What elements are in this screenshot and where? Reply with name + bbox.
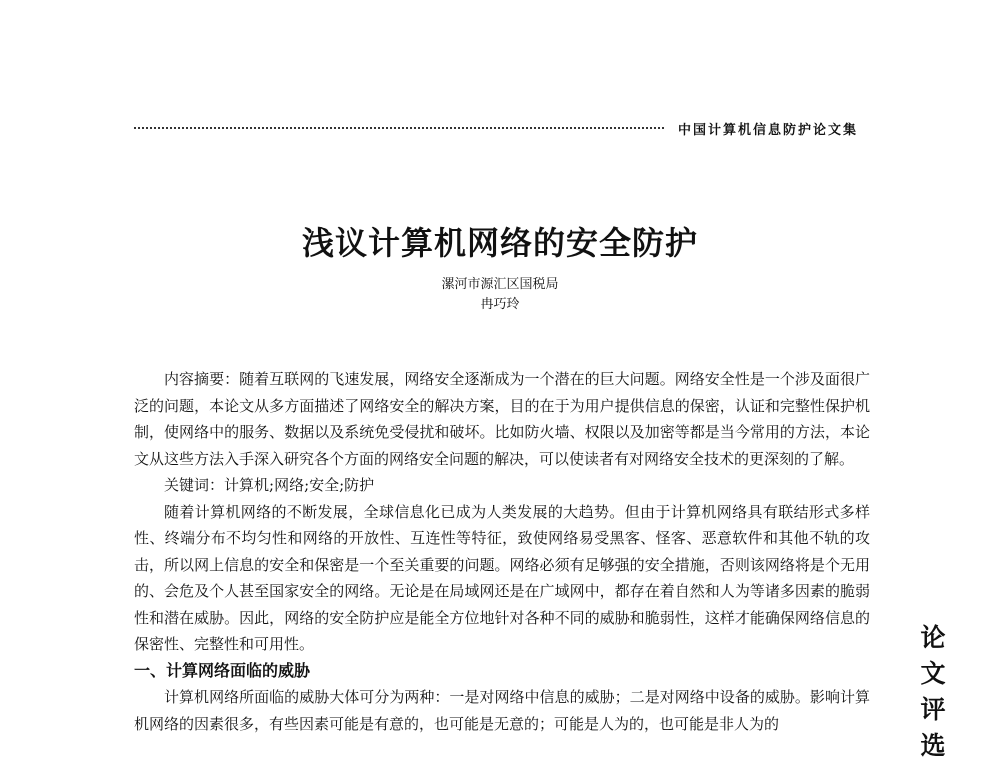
side-label-char: 论 [920,623,946,652]
keywords-text: 计算机;网络;安全;防护 [224,476,375,494]
abstract-label: 内容摘要： [164,370,240,388]
abstract-text: 随着互联网的飞速发展，网络安全逐渐成为一个潜在的巨大问题。网络安全性是一个涉及面很广泛的问题，本论文从多方面描述了网络安全的解决方案，目的在于为用户提供信息的保密，认证和完整性保护机制，使网络中的服务、数据以及系统免受侵扰和破坏。比如防火墙、权限以及加密等都是当今常用的方法，本论文从这些方法入手深入研究各个方面的网络安全问题的解决，可以使读者有对网络安全技术的更深刻的了解。 [134,370,870,468]
header-dotted-rule [134,127,664,129]
running-header-text: 中国计算机信息防护论文集 [677,122,858,138]
paper-title: 浅议计算机网络的安全防护 [301,224,698,262]
section-heading: 一、计算网络面临的威胁 [134,660,311,680]
keywords-line [134,472,870,499]
side-label [916,620,950,760]
abstract-paragraph [134,366,870,472]
section-paragraph: 计算机网络所面临的威胁大体可分为两种：一是对网络中信息的威胁；二是对网络中设备的威胁。影响计算机网络的因素很多，有些因素可能是有意的，也可能是无意的；可能是人为的，也可能是非人为的 [134,688,870,733]
keywords-label: 关键词： [164,476,225,494]
paper-body [134,366,870,737]
intro-paragraph: 随着计算机网络的不断发展，全球信息化已成为人类发展的大趋势。但由于计算机网络具有联结形式多样性、终端分布不均匀性和网络的开放性、互连性等特征，致使网络易受黑客、怪客、恶意软件和其他不轨的攻击，所以网上信息的安全和保密是一个至关重要的问题。网络必须有足够强的安全措施，否则该网络将是个无用的、会危及个人甚至国家安全的网络。无论是在局域网还是在广域网中，都存在着自然和人为等诸多因素的脆弱性和潜在威胁。因此，网络的安全防护应是能全方位地针对各种不同的威胁和脆弱性，这样才能确保网络信息的保密性、完整性和可用性。 [134,502,870,653]
side-label-char: 文 [920,659,946,688]
author-affiliation: 漯河市源汇区国税局 [441,277,559,292]
side-label-char: 选 [920,731,946,760]
author-name: 冉巧玲 [480,297,520,312]
running-header [134,118,858,138]
side-label-char: 评 [920,695,946,724]
